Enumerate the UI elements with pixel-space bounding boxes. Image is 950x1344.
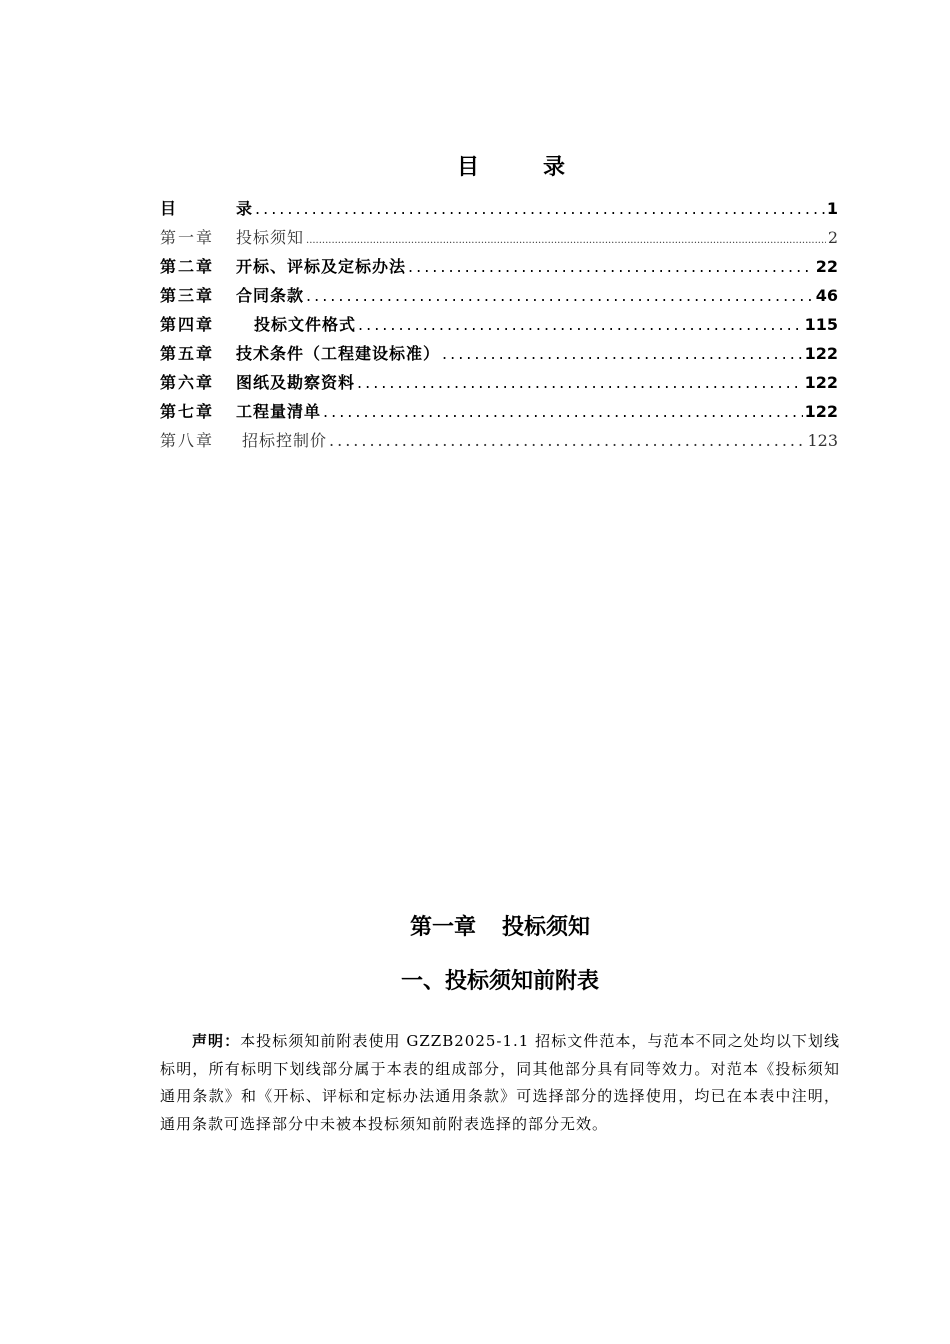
section-heading: 一、投标须知前附表 — [400, 969, 599, 994]
toc-entry-page: 22 — [815, 257, 838, 276]
toc-entry-chapter: 第五章 — [160, 344, 215, 363]
toc-leader-dots — [442, 344, 803, 363]
toc-entry-chapter: 第二章 — [160, 257, 215, 276]
toc-entry-chapter: 第一章 — [160, 228, 215, 247]
toc-entry-name: 录 — [236, 199, 254, 218]
toc-entry-page: 1 — [826, 199, 838, 218]
toc-entry-page: 2 — [827, 228, 838, 247]
toc-entry-chapter-1[interactable] — [160, 225, 838, 254]
chapter-heading — [0, 910, 950, 941]
toc-entry-chapter-8[interactable] — [160, 428, 838, 457]
toc-leader-dots — [323, 402, 803, 421]
chapter-name: 投标须知 — [502, 915, 591, 940]
toc-entry-page: 122 — [804, 344, 838, 363]
toc-leader-dots — [306, 235, 826, 246]
toc-entry-chapter-6[interactable] — [160, 370, 838, 399]
toc-title — [0, 150, 950, 181]
toc-entry-page: 115 — [804, 315, 838, 334]
toc-leader-dots — [255, 199, 825, 218]
toc-entry-name: 投标文件格式 — [254, 315, 357, 334]
toc-leader-dots — [329, 431, 805, 450]
toc-entry-name: 投标须知 — [236, 228, 305, 247]
toc-entry-chapter-3[interactable] — [160, 283, 838, 312]
toc-leader-dots — [306, 286, 814, 305]
toc-entry-page: 122 — [804, 402, 838, 421]
toc-entry-name: 开标、评标及定标办法 — [236, 257, 407, 276]
toc-leader-dots — [358, 315, 803, 334]
toc-entry-chapter: 第三章 — [160, 286, 215, 305]
toc-leader-dots — [408, 257, 814, 276]
toc-entry-chapter: 第四章 — [160, 315, 215, 334]
notice-paragraph — [160, 1028, 840, 1138]
toc-entry-chapter-5[interactable] — [160, 341, 838, 370]
toc-entry-chapter-2[interactable] — [160, 254, 838, 283]
toc-entry-page: 46 — [815, 286, 838, 305]
toc-title-char-1: 目 — [456, 155, 481, 180]
toc-entry-name: 图纸及勘察资料 — [236, 373, 356, 392]
notice-body: 本投标须知前附表使用 GZZB2025-1.1 招标文件范本，与范本不同之处均以下划线标明，所有标明下划线部分属于本表的组成部分，同其他部分具有同等效力。对范本《投标须知通用条款》和《开标、评标和定标办法通用条款》可选择部分的选择使用，均已在本表中注明，通用条款可选择部分中未被本投标须知前附表选择的部分无效。 — [160, 1032, 840, 1133]
toc-entry-chapter-4[interactable] — [160, 312, 838, 341]
toc-leader-dots — [357, 373, 803, 392]
notice-lead: 声明： — [192, 1032, 241, 1050]
toc-entry-chapter: 第八章 — [160, 431, 215, 450]
toc-entry-name: 技术条件（工程建设标准） — [236, 344, 441, 363]
toc-entry-chapter: 第六章 — [160, 373, 215, 392]
toc-entry-page: 123 — [807, 431, 838, 450]
toc-entry-name: 工程量清单 — [236, 402, 322, 421]
toc-entry-page: 122 — [804, 373, 838, 392]
toc-entry-name: 合同条款 — [236, 286, 305, 305]
toc-entry-chapter: 第七章 — [160, 402, 215, 421]
toc-entry-chapter: 目 — [160, 199, 179, 218]
table-of-contents — [160, 196, 838, 457]
toc-entry-contents[interactable] — [160, 196, 838, 225]
chapter-label: 第一章 — [409, 915, 476, 940]
toc-title-char-2: 录 — [543, 155, 568, 180]
toc-entry-chapter-7[interactable] — [160, 399, 838, 428]
toc-entry-name: 招标控制价 — [242, 431, 328, 450]
